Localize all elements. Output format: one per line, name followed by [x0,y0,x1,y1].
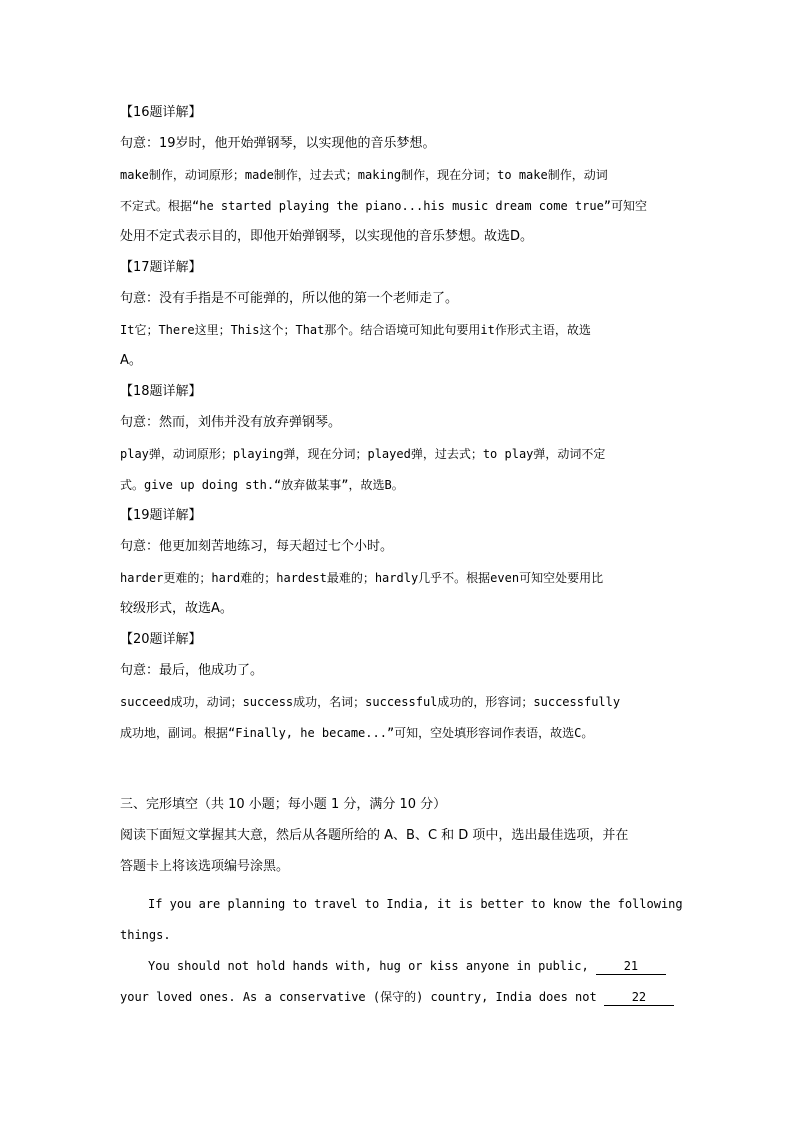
q16-explanation-line3: 处用不定式表示目的，即他开始弹钢琴，以实现他的音乐梦想。故选D。 [120,229,534,244]
passage-p1-line2: things. [120,928,171,942]
q17-explanation-line1: It它；There这里；This这个；That那个。结合语境可知此句要用it作形式主语，故选 [120,323,591,337]
q19-explanation-line1: harder更难的；hard难的；hardest最难的；hardly几乎不。根据even可知空处要用比 [120,571,604,585]
passage-p2-text1: You should not hold hands with, hug or kiss anyone in public, [148,959,589,973]
q20-explanation-line1: succeed成功，动词；success成功，名词；successful成功的，形容词；successfully [120,695,621,709]
q19-meaning: 句意：他更加刻苦地练习，每天超过七个小时。 [120,539,394,554]
q18-meaning: 句意：然而，刘伟并没有放弃弹钢琴。 [120,415,342,430]
section3-title: 三、完形填空（共 10 小题；每小题 1 分，满分 10 分） [120,797,447,812]
q17-explanation-line2: A。 [120,353,142,368]
blank-21: 21 [596,958,666,975]
passage-p2-text2: your loved ones. As a conservative (保守的) country, India does not [120,990,597,1004]
passage-p2-line1 [148,956,666,976]
q16-meaning: 句意：19岁时，他开始弹钢琴，以实现他的音乐梦想。 [120,136,436,151]
q17-heading: 【17题详解】 [120,260,202,275]
passage-p2-line2 [120,987,674,1007]
blank-22: 22 [604,989,674,1006]
section3-instruction-line1: 阅读下面短文掌握其大意，然后从各题所给的 A、B、C 和 D 项中，选出最佳选项，并在 [120,828,629,843]
q20-explanation-line2: 成功地，副词。根据“Finally, he became...”可知，空处填形容词作表语，故选C。 [120,726,594,740]
q16-heading: 【16题详解】 [120,105,202,120]
q16-explanation-line1: make制作，动词原形；made制作，过去式；making制作，现在分词；to make制作，动词 [120,168,608,182]
q20-meaning: 句意：最后，他成功了。 [120,663,264,678]
section3-instruction-line2: 答题卡上将该选项编号涂黑。 [120,859,290,874]
q19-explanation-line2: 较级形式，故选A。 [120,601,233,616]
q18-heading: 【18题详解】 [120,384,202,399]
q20-heading: 【20题详解】 [120,632,202,647]
q18-explanation-line2: 式。give up doing sth.“放弃做某事”，故选B。 [120,478,404,492]
q16-explanation-line2: 不定式。根据“he started playing the piano...his music dream come true”可知空 [120,199,648,213]
passage-p1-line1: If you are planning to travel to India, it is better to know the following [148,897,683,911]
q18-explanation-line1: play弹，动词原形；playing弹，现在分词；played弹，过去式；to play弹，动词不定 [120,447,606,461]
q19-heading: 【19题详解】 [120,508,202,523]
q17-meaning: 句意：没有手指是不可能弹的，所以他的第一个老师走了。 [120,291,459,306]
